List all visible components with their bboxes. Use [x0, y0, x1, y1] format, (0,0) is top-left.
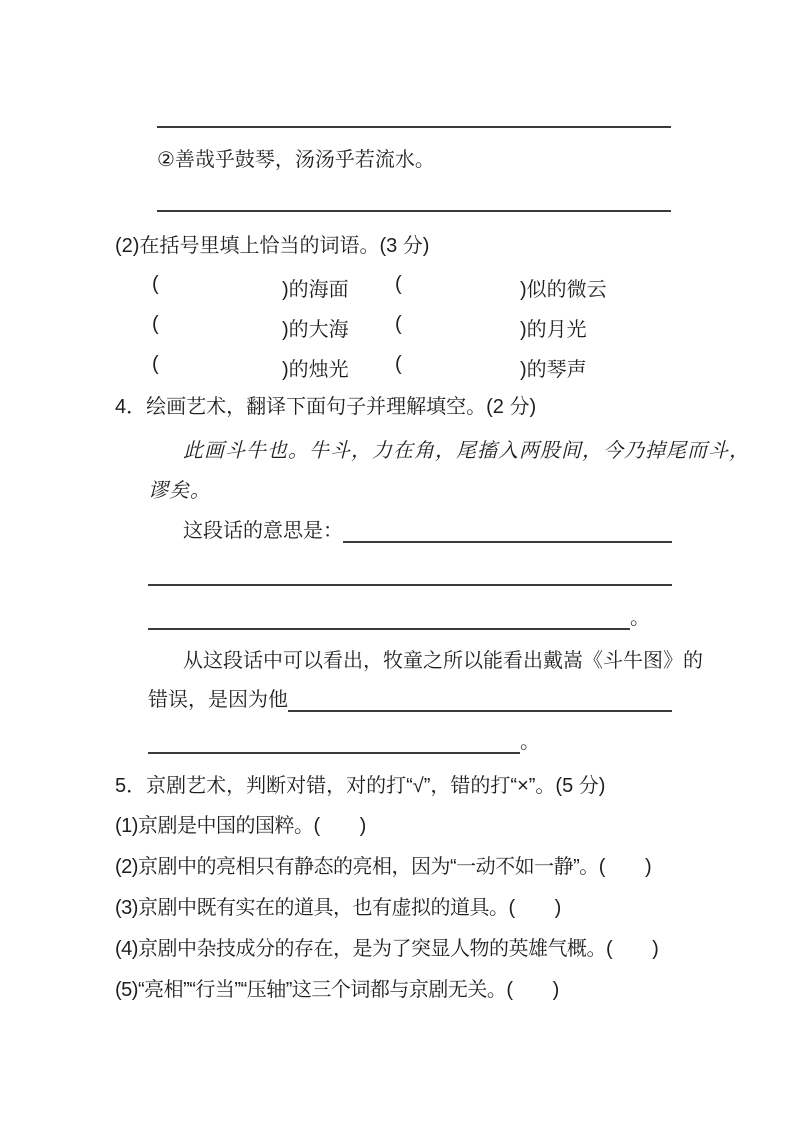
- classical-quote-line-2: 谬矣。: [148, 478, 211, 502]
- meaning-fill-line: [183, 519, 672, 543]
- sentence-item-2: ②善哉乎鼓琴，汤汤乎若流水。: [157, 149, 435, 171]
- answer-blank-line-2: [157, 210, 671, 212]
- full-stop: 。: [630, 607, 650, 629]
- judge-item-5: [115, 977, 559, 1003]
- meaning-label: 这段话的意思是：: [183, 520, 343, 542]
- fill-blank-row-2: [152, 313, 682, 339]
- fill-blank-row-1: [152, 273, 682, 299]
- answer-parens: [508, 897, 560, 919]
- judge-item-3: [115, 895, 561, 921]
- analysis-line-2-prefix: 错误，是因为他: [148, 689, 288, 711]
- judge-item-text: (5)“亮相”“行当”“压轴”这三个词都与京剧无关。: [115, 979, 507, 1001]
- judge-item-4: [115, 936, 658, 962]
- paren-open-icon: (: [506, 979, 513, 1001]
- paren-open-icon: (: [152, 273, 159, 295]
- paren-open-icon: (: [395, 273, 402, 295]
- sub-question-2-prompt: (2)在括号里填上恰当的词语。(3 分): [115, 235, 430, 257]
- paren-close-icon: ): [282, 319, 289, 341]
- paren-close-icon: ): [520, 359, 527, 381]
- answer-blank-line-3: [343, 541, 672, 543]
- paren-open-icon: (: [598, 856, 605, 878]
- paren-close-icon: ): [644, 856, 652, 878]
- fill-blank-row-3: [152, 353, 682, 379]
- word-suffix: 的大海: [288, 319, 349, 341]
- word-suffix: 似的微云: [526, 279, 607, 301]
- answer-parens: [313, 815, 365, 837]
- paren-open-icon: (: [152, 313, 159, 335]
- word-suffix: 的琴声: [526, 359, 587, 381]
- full-stop: 。: [520, 731, 540, 753]
- paren-close-icon: ): [554, 897, 561, 919]
- answer-blank-line-5: [148, 606, 672, 630]
- answer-blank-line-4: [148, 584, 672, 586]
- paren-close-icon: ): [359, 815, 366, 837]
- paren-close-icon: ): [652, 938, 659, 960]
- classical-quote-line-1: 此画斗牛也。牛斗，力在角，尾搐入两股间，今乃掉尾而斗，: [183, 438, 750, 462]
- judge-item-1: [115, 813, 366, 839]
- fill-word-right: [520, 353, 587, 382]
- fill-word-left: [282, 313, 349, 342]
- word-suffix: 的月光: [526, 319, 587, 341]
- answer-blank-line-6: [288, 710, 672, 712]
- answer-blank-line-7: [148, 730, 672, 754]
- paren-open-icon: (: [508, 897, 515, 919]
- paren-open-icon: (: [313, 815, 320, 837]
- paren-close-icon: ): [282, 359, 289, 381]
- analysis-paragraph-line-2: [148, 688, 672, 712]
- fill-word-left: [282, 273, 349, 302]
- paren-close-icon: ): [282, 279, 289, 301]
- fill-word-right: [520, 313, 587, 342]
- answer-blank-rule: [148, 628, 630, 630]
- paren-open-icon: (: [395, 313, 402, 335]
- answer-parens: [599, 856, 651, 878]
- answer-parens: [506, 979, 558, 1001]
- word-suffix: 的海面: [288, 279, 349, 301]
- paren-close-icon: ): [520, 279, 527, 301]
- judge-item-text: (2)京剧中的亮相只有静态的亮相，因为“一动不如一静”。: [115, 856, 599, 878]
- judge-item-text: (3)京剧中既有实在的道具，也有虚拟的道具。: [115, 897, 509, 919]
- word-suffix: 的烛光: [288, 359, 349, 381]
- fill-word-left: [282, 353, 349, 382]
- fill-word-right: [520, 273, 607, 302]
- answer-blank-line-1: [157, 126, 671, 128]
- analysis-paragraph-line-1: 从这段话中可以看出，牧童之所以能看出戴嵩《斗牛图》的: [183, 650, 703, 672]
- judge-item-2: [115, 854, 651, 880]
- paren-open-icon: (: [152, 353, 159, 375]
- judge-item-text: (1)京剧是中国的国粹。: [115, 815, 314, 837]
- question-5-prompt: 5．京剧艺术，判断对错，对的打“√”，错的打“×”。(5 分): [115, 775, 606, 797]
- paren-close-icon: ): [520, 319, 527, 341]
- question-4-prompt: 4．绘画艺术，翻译下面句子并理解填空。(2 分): [115, 396, 537, 418]
- paren-open-icon: (: [395, 353, 402, 375]
- judge-item-text: (4)京剧中杂技成分的存在，是为了突显人物的英雄气概。: [115, 938, 606, 960]
- paren-close-icon: ): [552, 979, 559, 1001]
- paren-open-icon: (: [605, 938, 613, 960]
- answer-blank-rule: [148, 752, 520, 754]
- answer-parens: [606, 938, 658, 960]
